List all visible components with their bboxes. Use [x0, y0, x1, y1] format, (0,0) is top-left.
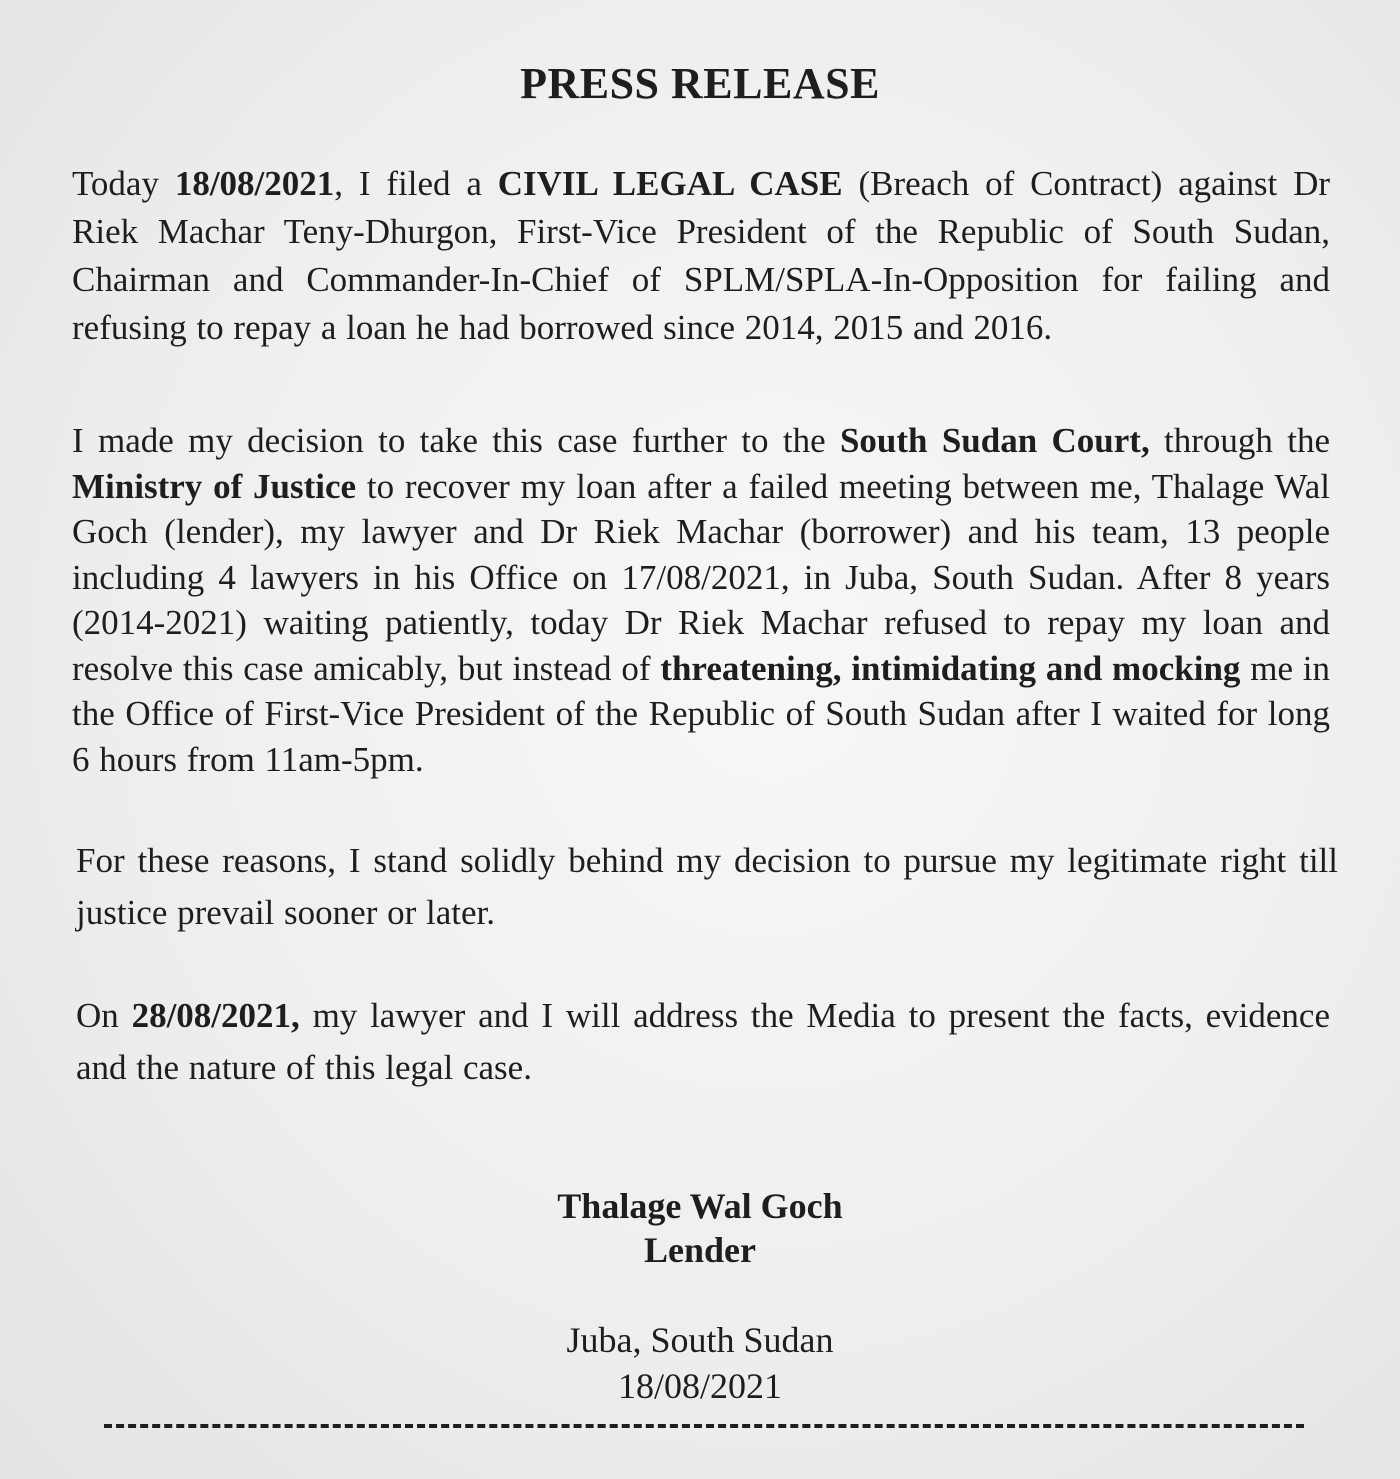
p4-date: 28/08/2021,: [131, 996, 300, 1035]
p2-behaviour: threatening, intimidating and mocking: [660, 648, 1241, 688]
p1-date: 18/08/2021: [174, 164, 335, 203]
p2-text-2: through the: [1149, 421, 1330, 460]
p1-text-2: , I filed a: [334, 164, 498, 203]
dashed-divider: [104, 1424, 1304, 1428]
paragraph-case-filed: [72, 160, 1330, 352]
p2-court: South Sudan Court,: [839, 421, 1150, 460]
p2-text-3: to recover my loan after a failed meeting between me, Thalage Wal Goch (lender), my lawyer and Dr Riek Machar (borrower) and his team, 13 people including 4 lawyers in his Office on 17/08/2021, in Juba, South Sudan. After 8 years (2014-2021) waiting patiently, today Dr Riek Machar refused to repay my loan and resolve this case amicably, but instead of: [72, 466, 1330, 688]
signature-date: 18/08/2021: [617, 1366, 782, 1406]
p1-case-type: CIVIL LEGAL CASE: [497, 164, 843, 203]
p2-ministry: Ministry of Justice: [72, 466, 357, 506]
p4-text-1: On: [76, 996, 132, 1035]
p4-text-2: my lawyer and I will address the Media to present the facts, evidence and the nature of this legal case.: [76, 996, 1330, 1087]
paragraph-decision: [72, 418, 1330, 782]
p3-text-1: For these reasons, I stand solidly behind my decision to pursue my legitimate right till justice prevail sooner or later.: [76, 841, 1338, 932]
p2-text-4: me in the Office of First-Vice President of the Republic of South Sudan after I waited for long 6 hours from 11am-5pm.: [72, 648, 1331, 779]
document-title: PRESS RELEASE: [520, 59, 880, 108]
signature-place: Juba, South Sudan: [566, 1320, 834, 1360]
paragraph-media-address: [76, 990, 1330, 1094]
p1-text-1: Today: [72, 164, 175, 203]
p2-text-1: I made my decision to take this case further to the: [72, 421, 840, 460]
p1-text-3: (Breach of Contract) against Dr Riek Machar Teny-Dhurgon, First-Vice President of the Republic of South Sudan, Chairman and Commander-In-Chief of SPLM/SPLA-In-Opposition for failing and refusing to repay a loan he had borrowed since 2014, 2015 and 2016.: [72, 164, 1331, 347]
signature-name: Thalage Wal Goch: [557, 1186, 843, 1226]
signature-role: Lender: [644, 1230, 756, 1270]
paragraph-reasons: [76, 835, 1338, 939]
